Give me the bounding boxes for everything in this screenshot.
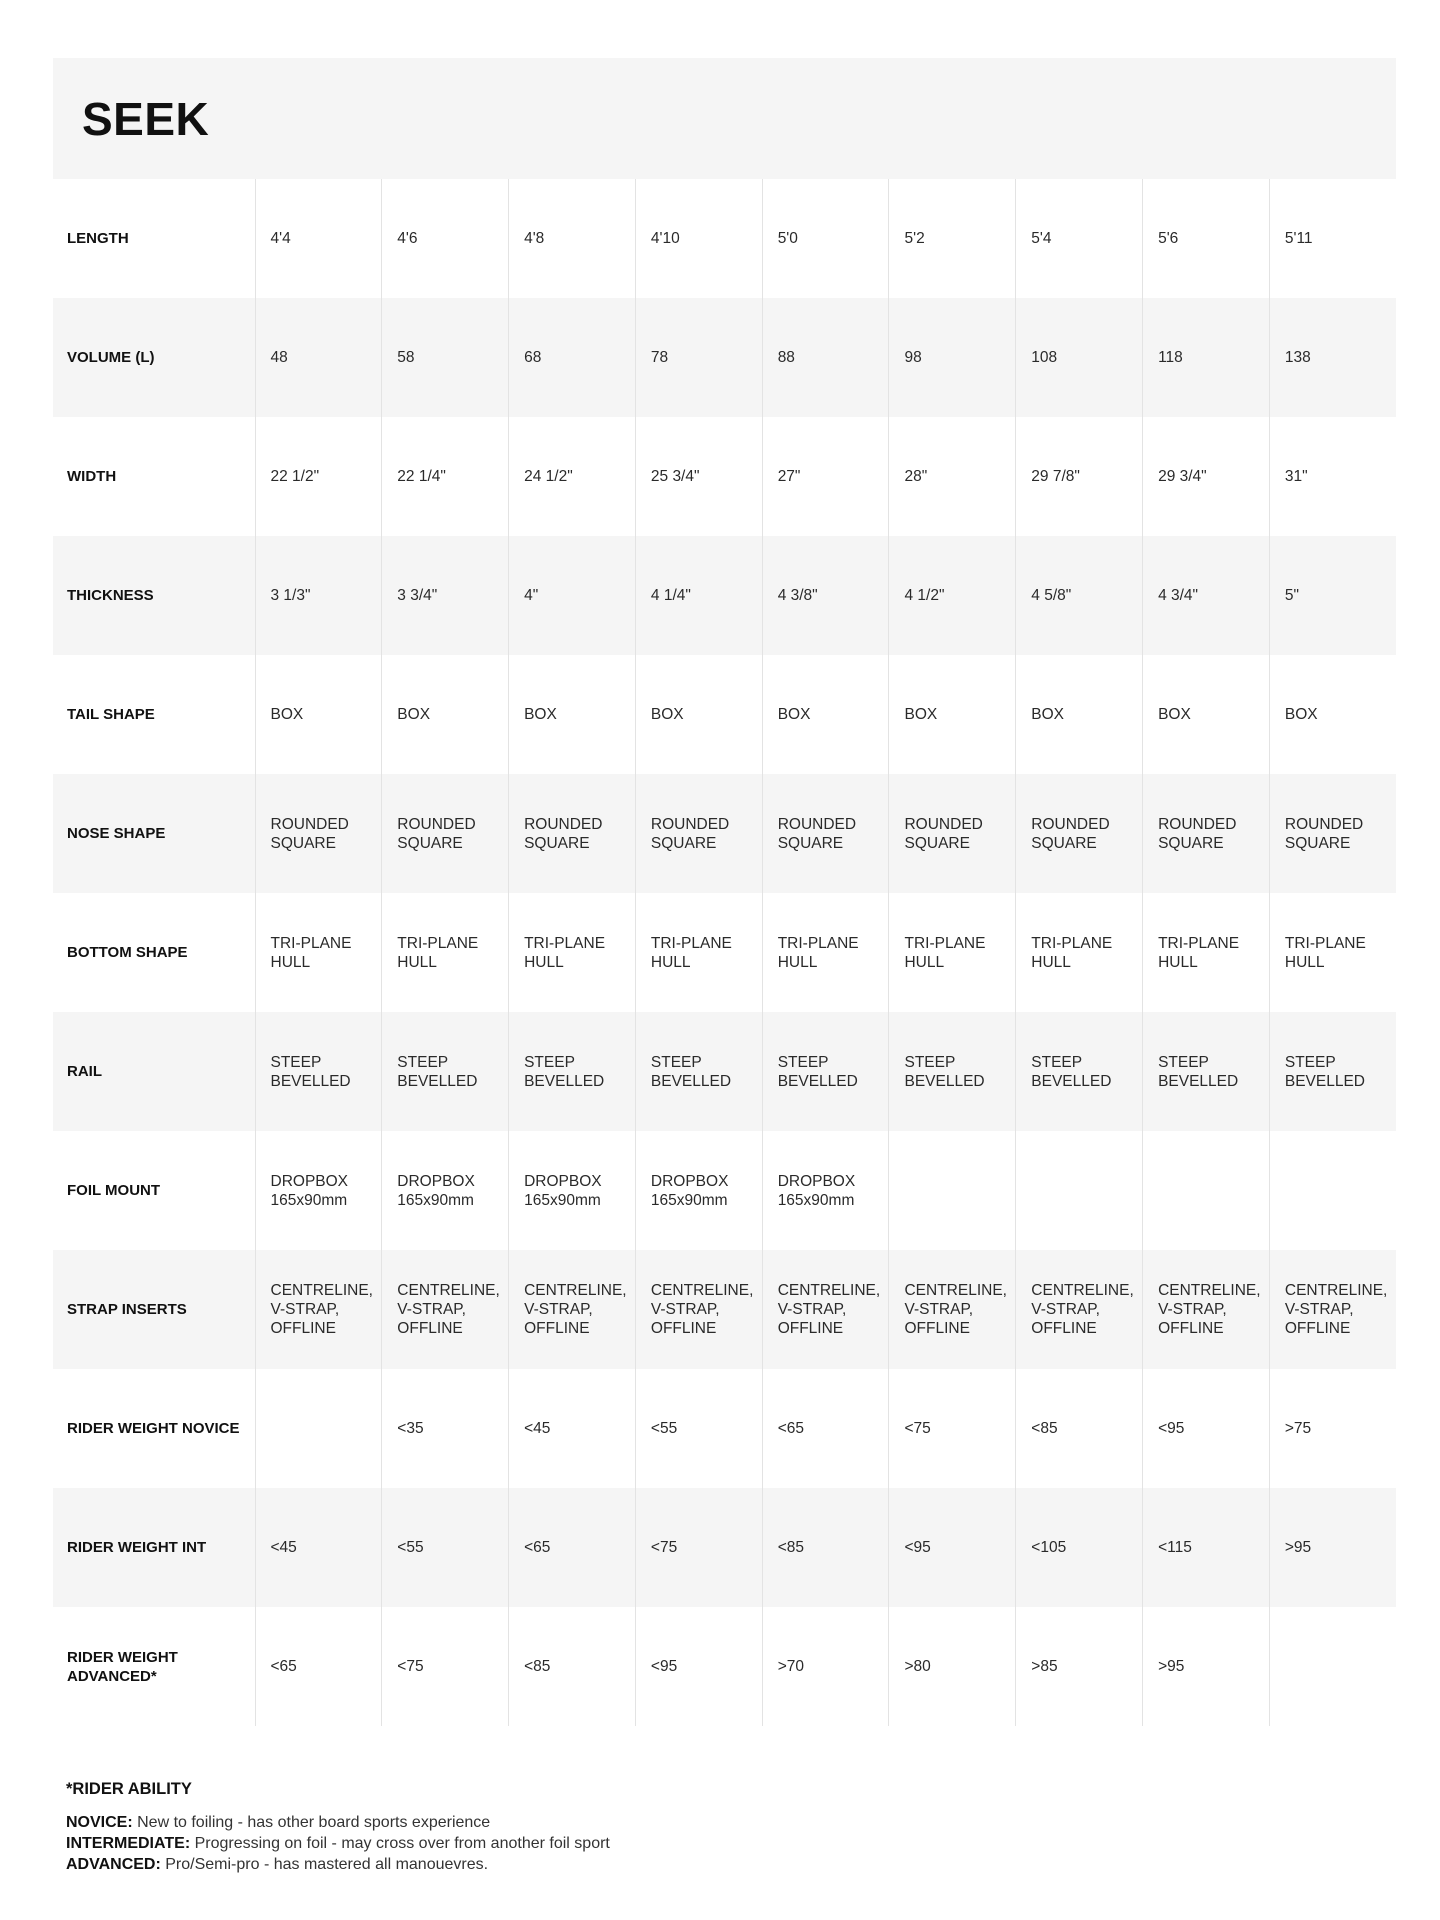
table-cell: 4'4 <box>255 179 382 298</box>
row-label: NOSE SHAPE <box>53 774 255 893</box>
table-row <box>53 1488 1396 1607</box>
table-cell: STEEP BEVELLED <box>889 1012 1016 1131</box>
table-cell: <105 <box>1016 1488 1143 1607</box>
table-cell: STEEP BEVELLED <box>255 1012 382 1131</box>
table-cell: <35 <box>382 1369 509 1488</box>
table-cell: STEEP BEVELLED <box>382 1012 509 1131</box>
table-cell: ROUNDED SQUARE <box>889 774 1016 893</box>
row-label: RIDER WEIGHT INT <box>53 1488 255 1607</box>
table-cell: 5" <box>1269 536 1396 655</box>
table-cell: BOX <box>1143 655 1270 774</box>
table-cell: >85 <box>1016 1607 1143 1726</box>
table-cell: 68 <box>509 298 636 417</box>
table-cell: >95 <box>1143 1607 1270 1726</box>
table-cell: CENTRELINE, V-STRAP, OFFLINE <box>889 1250 1016 1369</box>
row-label: TAIL SHAPE <box>67 706 155 723</box>
table-cell: CENTRELINE, V-STRAP, OFFLINE <box>509 1250 636 1369</box>
table-cell: STEEP BEVELLED <box>1016 1012 1143 1131</box>
table-cell: >80 <box>889 1607 1016 1726</box>
table-row <box>53 298 1396 417</box>
title-bar <box>53 58 1396 179</box>
table-cell <box>1143 1131 1270 1250</box>
table-cell: STEEP BEVELLED <box>509 1012 636 1131</box>
table-cell: 88 <box>762 298 889 417</box>
table-cell: STEEP BEVELLED <box>1269 1012 1396 1131</box>
table-cell: ROUNDED SQUARE <box>1016 774 1143 893</box>
table-cell: <85 <box>762 1488 889 1607</box>
table-cell: <45 <box>255 1488 382 1607</box>
table-cell: BOX <box>255 655 382 774</box>
row-label: RIDER WEIGHT ADVANCED* <box>67 1648 178 1685</box>
footnote-term: ADVANCED: <box>66 1856 161 1873</box>
table-cell: 29 7/8" <box>1016 417 1143 536</box>
table-cell: 4 1/2" <box>889 536 1016 655</box>
page-title: SEEK <box>82 92 210 145</box>
table-cell: 48 <box>255 298 382 417</box>
table-cell: BOX <box>509 655 636 774</box>
table-cell: <55 <box>635 1369 762 1488</box>
table-cell: 25 3/4" <box>635 417 762 536</box>
table-cell: CENTRELINE, V-STRAP, OFFLINE <box>382 1250 509 1369</box>
table-row <box>53 1250 1396 1369</box>
table-cell: <85 <box>509 1607 636 1726</box>
table-cell: 4 3/4" <box>1143 536 1270 655</box>
table-cell: ROUNDED SQUARE <box>762 774 889 893</box>
table-cell: 4 3/8" <box>762 536 889 655</box>
table-cell: <95 <box>1143 1369 1270 1488</box>
row-label: RAIL <box>53 1012 255 1131</box>
table-cell: 5'11 <box>1269 179 1396 298</box>
table-row <box>53 417 1396 536</box>
table-cell: TRI-PLANE HULL <box>1269 893 1396 1012</box>
table-cell: BOX <box>1269 655 1396 774</box>
table-cell: 27" <box>762 417 889 536</box>
table-cell: 3 1/3" <box>255 536 382 655</box>
table-cell <box>889 1131 1016 1250</box>
table-cell: ROUNDED SQUARE <box>1143 774 1270 893</box>
table-cell: CENTRELINE, V-STRAP, OFFLINE <box>1143 1250 1270 1369</box>
table-cell: BOX <box>889 655 1016 774</box>
table-cell: BOX <box>635 655 762 774</box>
footnote-term: INTERMEDIATE: <box>66 1835 191 1852</box>
table-cell: >95 <box>1269 1488 1396 1607</box>
table-row <box>53 893 1396 1012</box>
table-cell: TRI-PLANE HULL <box>382 893 509 1012</box>
footnote-text: Progressing on foil - may cross over from another foil sport <box>190 1835 610 1852</box>
table-cell: STEEP BEVELLED <box>1143 1012 1270 1131</box>
table-row <box>53 1131 1396 1250</box>
table-row <box>53 1607 1396 1726</box>
table-cell: 22 1/4" <box>382 417 509 536</box>
footnote-text: New to foiling - has other board sports experience <box>132 1814 491 1831</box>
footnote-title: *RIDER ABILITY <box>66 1780 192 1798</box>
spec-table-body <box>53 179 1396 1726</box>
table-cell: DROPBOX 165x90mm <box>762 1131 889 1250</box>
table-cell: TRI-PLANE HULL <box>762 893 889 1012</box>
table-cell: CENTRELINE, V-STRAP, OFFLINE <box>1016 1250 1143 1369</box>
table-cell: TRI-PLANE HULL <box>635 893 762 1012</box>
table-cell: 108 <box>1016 298 1143 417</box>
table-cell: 28" <box>889 417 1016 536</box>
row-label: LENGTH <box>67 230 129 247</box>
rider-ability-footnote <box>66 1780 966 1875</box>
table-cell: STEEP BEVELLED <box>635 1012 762 1131</box>
table-cell: 118 <box>1143 298 1270 417</box>
table-cell: 31" <box>1269 417 1396 536</box>
row-label: WIDTH <box>67 468 117 485</box>
table-cell: 5'6 <box>1143 179 1270 298</box>
table-cell: ROUNDED SQUARE <box>255 774 382 893</box>
table-cell: <115 <box>1143 1488 1270 1607</box>
spec-sheet <box>53 58 1396 1726</box>
table-cell: ROUNDED SQUARE <box>509 774 636 893</box>
table-cell: 24 1/2" <box>509 417 636 536</box>
table-cell: 4'8 <box>509 179 636 298</box>
table-cell: BOX <box>762 655 889 774</box>
table-cell: TRI-PLANE HULL <box>509 893 636 1012</box>
table-cell: 58 <box>382 298 509 417</box>
table-row <box>53 1369 1396 1488</box>
row-label: STRAP INSERTS <box>53 1250 255 1369</box>
table-cell: STEEP BEVELLED <box>762 1012 889 1131</box>
table-row <box>53 179 1396 298</box>
table-cell: TRI-PLANE HULL <box>889 893 1016 1012</box>
table-cell <box>1269 1607 1396 1726</box>
table-cell: TRI-PLANE HULL <box>1016 893 1143 1012</box>
table-cell: 78 <box>635 298 762 417</box>
table-cell: 138 <box>1269 298 1396 417</box>
table-cell: <55 <box>382 1488 509 1607</box>
table-cell: ROUNDED SQUARE <box>1269 774 1396 893</box>
table-cell: <65 <box>509 1488 636 1607</box>
row-label: BOTTOM SHAPE <box>67 944 188 961</box>
table-cell: 5'0 <box>762 179 889 298</box>
table-cell: <65 <box>762 1369 889 1488</box>
table-cell: >75 <box>1269 1369 1396 1488</box>
footnote-line-novice <box>66 1812 966 1833</box>
row-label: FOIL MOUNT <box>67 1182 161 1199</box>
table-cell: 22 1/2" <box>255 417 382 536</box>
table-cell: 4'10 <box>635 179 762 298</box>
table-cell: <45 <box>509 1369 636 1488</box>
table-cell: 4'6 <box>382 179 509 298</box>
table-cell: <85 <box>1016 1369 1143 1488</box>
table-cell: DROPBOX 165x90mm <box>382 1131 509 1250</box>
table-cell: 29 3/4" <box>1143 417 1270 536</box>
table-cell: 4 5/8" <box>1016 536 1143 655</box>
table-row <box>53 774 1396 893</box>
table-cell: <75 <box>635 1488 762 1607</box>
table-cell <box>255 1369 382 1488</box>
table-cell: CENTRELINE, V-STRAP, OFFLINE <box>255 1250 382 1369</box>
table-cell: DROPBOX 165x90mm <box>635 1131 762 1250</box>
table-cell: DROPBOX 165x90mm <box>509 1131 636 1250</box>
table-cell: BOX <box>382 655 509 774</box>
table-cell: DROPBOX 165x90mm <box>255 1131 382 1250</box>
table-cell <box>1016 1131 1143 1250</box>
row-label: RIDER WEIGHT NOVICE <box>67 1420 240 1437</box>
table-cell: <65 <box>255 1607 382 1726</box>
table-cell: <95 <box>635 1607 762 1726</box>
table-cell: 4" <box>509 536 636 655</box>
table-cell: ROUNDED SQUARE <box>635 774 762 893</box>
table-cell: 5'2 <box>889 179 1016 298</box>
table-cell: CENTRELINE, V-STRAP, OFFLINE <box>1269 1250 1396 1369</box>
spec-table <box>53 179 1396 1726</box>
table-cell: 4 1/4" <box>635 536 762 655</box>
table-cell: CENTRELINE, V-STRAP, OFFLINE <box>762 1250 889 1369</box>
table-cell <box>1269 1131 1396 1250</box>
table-cell: 3 3/4" <box>382 536 509 655</box>
table-cell: TRI-PLANE HULL <box>255 893 382 1012</box>
table-cell: <75 <box>889 1369 1016 1488</box>
row-label: VOLUME (L) <box>53 298 255 417</box>
table-cell: CENTRELINE, V-STRAP, OFFLINE <box>635 1250 762 1369</box>
table-cell: ROUNDED SQUARE <box>382 774 509 893</box>
table-cell: <75 <box>382 1607 509 1726</box>
table-row <box>53 655 1396 774</box>
footnote-line-advanced <box>66 1854 966 1875</box>
table-cell: TRI-PLANE HULL <box>1143 893 1270 1012</box>
footnote-text: Pro/Semi-pro - has mastered all manouevres. <box>160 1856 489 1873</box>
table-cell: 5'4 <box>1016 179 1143 298</box>
table-row <box>53 536 1396 655</box>
table-cell: BOX <box>1016 655 1143 774</box>
footnote-term: NOVICE: <box>66 1814 133 1831</box>
table-cell: <95 <box>889 1488 1016 1607</box>
row-label: THICKNESS <box>53 536 255 655</box>
table-row <box>53 1012 1396 1131</box>
table-cell: 98 <box>889 298 1016 417</box>
table-cell: >70 <box>762 1607 889 1726</box>
footnote-line-intermediate <box>66 1833 966 1854</box>
